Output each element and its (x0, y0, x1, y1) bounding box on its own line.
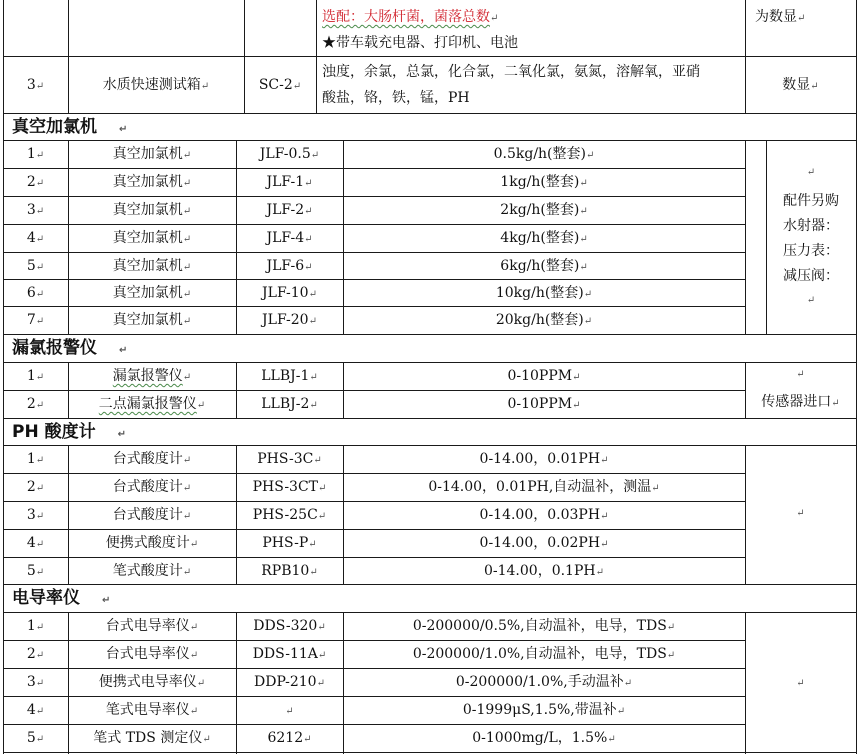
product-model-text: JLF-6 (266, 258, 305, 274)
paragraph-mark: ↵ (35, 678, 45, 689)
product-model-text: LLBJ-2 (261, 396, 310, 412)
row-number (3, 729, 68, 749)
product-model-text: PHS-3CT (252, 479, 319, 495)
paragraph-mark: ↵ (182, 150, 192, 161)
row-number-text: 4 (26, 535, 36, 551)
product-model-text: PHS-P (262, 535, 309, 551)
product-name-text: 笔式 TDS 测定仪 (93, 730, 203, 746)
product-model (236, 173, 343, 193)
paragraph-mark: ↵ (309, 372, 318, 383)
paragraph-mark: ↵ (318, 483, 327, 494)
product-name-text: 台式酸度计 (112, 451, 183, 467)
product-spec (343, 450, 745, 470)
paragraph-mark: ↵ (607, 734, 616, 745)
paragraph-mark: ↵ (579, 262, 588, 273)
note-line-text: 压力表： (783, 243, 839, 259)
product-name-text: 台式电导率仪 (105, 646, 190, 662)
product-spec-text: 4kg/h(整套) (500, 230, 580, 246)
product-spec (343, 701, 745, 721)
product-spec-text: 0-200000/1.0%,手动温补 (455, 674, 624, 690)
product-model-text: JLF-1 (266, 174, 305, 190)
paragraph-mark: ↵ (35, 622, 45, 633)
product-spec (343, 311, 745, 331)
row-number (3, 311, 68, 331)
product-spec-text: 0-10PPM (507, 396, 573, 412)
product-model (236, 534, 343, 554)
paragraph-mark: ↵ (579, 234, 588, 245)
product-spec-text: 0-14.00，0.02PH (479, 535, 601, 551)
paragraph-mark: ↵ (579, 178, 588, 189)
spec-text: 浊度，余氯，总氯，化合氯，二氧化氯，氨氮，溶解氧，亚硝 (322, 64, 700, 80)
paragraph-mark: ↵ (317, 650, 327, 661)
product-spec-text: 1kg/h(整套) (500, 174, 580, 190)
row-number-text: 1 (26, 451, 36, 467)
row-number (3, 173, 68, 193)
product-spec (343, 367, 745, 387)
paragraph-mark: ↵ (308, 539, 317, 550)
product-name (68, 145, 236, 165)
product-name (68, 729, 236, 749)
paragraph-mark: ↵ (35, 539, 45, 550)
product-model-text: JLF-0.5 (259, 146, 311, 162)
product-model (236, 257, 343, 277)
row-number (3, 450, 68, 470)
paragraph-mark: ↵ (806, 295, 816, 306)
row-number (3, 395, 68, 415)
paragraph-mark: ↵ (35, 511, 45, 522)
product-model-text: JLF-20 (262, 312, 309, 328)
product-name-text: 台式酸度计 (112, 479, 183, 495)
paragraph-mark: ↵ (304, 178, 313, 189)
product-name (68, 478, 236, 498)
note-text: 数显↵ (782, 77, 819, 93)
product-spec (343, 729, 745, 749)
paragraph-mark: ↵ (189, 650, 199, 661)
paragraph-mark: ↵ (623, 678, 633, 689)
product-model (236, 645, 343, 665)
product-model (236, 673, 343, 693)
row-number-text: 5 (26, 730, 36, 746)
product-spec-text: 6kg/h(整套) (500, 258, 580, 274)
row-number (3, 673, 68, 693)
paragraph-mark: ↵ (310, 150, 320, 161)
product-name (68, 450, 236, 470)
paragraph-mark: ↵ (616, 706, 626, 717)
product-model (236, 701, 343, 721)
product-model (236, 145, 343, 165)
product-name-text: 真空加氯机 (112, 285, 183, 301)
product-name (68, 701, 236, 721)
row-number-text: 1 (26, 618, 36, 634)
paragraph-mark: ↵ (666, 622, 676, 633)
product-spec (343, 562, 745, 582)
product-name-text: 台式电导率仪 (105, 618, 190, 634)
product-name (68, 617, 236, 637)
paragraph-mark: ↵ (35, 178, 45, 189)
product-model-text: DDS-320 (253, 618, 318, 634)
row-divider (3, 418, 857, 419)
paragraph-mark: ↵ (595, 567, 604, 578)
paragraph-mark: ↵ (117, 429, 126, 440)
paragraph-mark: ↵ (317, 622, 326, 633)
row-divider (3, 196, 745, 197)
paragraph-mark: ↵ (308, 289, 317, 300)
paragraph-mark: ↵ (35, 372, 45, 383)
product-model (236, 506, 343, 526)
product-name-text: 笔式电导率仪 (105, 702, 190, 718)
paragraph-mark: ↵ (35, 316, 45, 327)
row-number (3, 534, 68, 554)
product-spec-text: 20kg/h(整套) (495, 312, 584, 328)
row-number (3, 145, 68, 165)
product-model (236, 201, 343, 221)
product-spec-text: 0.5kg/h(整套) (493, 146, 586, 162)
paragraph-mark: ↵ (308, 316, 317, 327)
product-model-text: JLF-10 (262, 285, 309, 301)
note-line (766, 192, 856, 210)
paragraph-mark: ↵ (196, 678, 206, 689)
row-divider (3, 473, 745, 474)
paragraph-mark: ↵ (35, 455, 45, 466)
product-spec (343, 145, 745, 165)
section-title-text: 真空加氯机 (12, 117, 97, 137)
row-number-text: 3 (26, 507, 36, 523)
note-line (766, 217, 856, 235)
row-number (3, 257, 68, 277)
paragraph-mark: ↵ (796, 369, 805, 380)
product-name (68, 673, 236, 693)
col-divider (745, 140, 746, 334)
product-model (236, 562, 343, 582)
row-divider (3, 752, 857, 753)
paragraph-mark: ↵ (202, 734, 211, 745)
product-spec (343, 229, 745, 249)
product-name (68, 645, 236, 665)
paragraph-mark: ↵ (182, 316, 192, 327)
paragraph-mark: ↵ (182, 372, 192, 383)
row-number-text: 4 (26, 702, 36, 718)
product-spec (343, 506, 745, 526)
row-divider (3, 584, 857, 585)
note-line-text: 水射器： (783, 218, 839, 234)
accessory-text: ★带车载充电器、打印机、电池 (322, 35, 518, 51)
paragraph-mark: ↵ (182, 511, 192, 522)
product-spec-text: 0-14.00，0.03PH (479, 507, 601, 523)
note-line (745, 393, 856, 413)
paragraph-mark: ↵ (35, 289, 45, 300)
product-model (236, 617, 343, 637)
row-divider (3, 445, 857, 446)
product-model-text: DDS-11A (252, 646, 318, 662)
paragraph-mark: ↵ (102, 595, 111, 606)
paragraph-mark: ↵ (35, 206, 45, 217)
product-name-text: 真空加氯机 (112, 174, 183, 190)
paragraph-mark: ↵ (35, 262, 45, 273)
paragraph-mark: ↵ (666, 650, 676, 661)
section-title (12, 421, 126, 446)
paragraph-mark: ↵ (600, 539, 609, 550)
product-model (236, 478, 343, 498)
row-number (3, 645, 68, 665)
row-number-text: 6 (26, 285, 36, 301)
paragraph-mark: ↵ (309, 567, 318, 578)
row-number (3, 701, 68, 721)
paragraph-mark: ↵ (304, 262, 313, 273)
note-line-text: 配件另购 (783, 193, 839, 209)
product-name-text: 漏氯报警仪 (112, 368, 183, 384)
row-divider (3, 640, 745, 641)
section-title-text: 漏氯报警仪 (12, 338, 97, 358)
paragraph-mark: ↵ (313, 455, 322, 466)
product-name: 水质快速测试箱↵ (102, 77, 210, 93)
product-name-text: 真空加氯机 (112, 202, 183, 218)
product-model-text: RPB10 (261, 563, 310, 579)
paragraph-mark: ↵ (579, 206, 588, 217)
product-spec (343, 617, 745, 637)
note-text: 为数显↵ (755, 9, 806, 25)
note-line (766, 267, 856, 285)
product-name (68, 284, 236, 304)
product-name (68, 257, 236, 277)
product-model-text: 6212 (267, 730, 304, 746)
product-spec-text: 0-14.00，0.01PH (479, 451, 601, 467)
product-spec-text: 0-14.00，0.01PH,自动温补，测温 (428, 479, 652, 495)
paragraph-mark: ↵ (806, 167, 816, 178)
product-spec (343, 173, 745, 193)
row-number-text: 3 (26, 202, 36, 218)
product-model-text: DDP-210 (254, 674, 317, 690)
section-title-text: PH 酸度计 (12, 422, 96, 442)
row-number (3, 284, 68, 304)
paragraph-mark: ↵ (182, 567, 192, 578)
paragraph-mark: ↵ (189, 706, 199, 717)
row-number (3, 562, 68, 582)
paragraph-mark: ↵ (182, 483, 192, 494)
row-divider (3, 612, 857, 613)
row-number (3, 367, 68, 387)
note-line-text: 传感器进口 (761, 394, 832, 410)
product-name (68, 173, 236, 193)
row-divider (3, 334, 857, 335)
col-divider (745, 0, 746, 113)
row-divider (3, 362, 857, 363)
row-number-text: 5 (26, 563, 36, 579)
product-name-text: 真空加氯机 (112, 146, 183, 162)
paragraph-mark: ↵ (119, 345, 128, 356)
paragraph-mark: ↵ (182, 455, 192, 466)
product-name-text: 便携式酸度计 (105, 535, 190, 551)
product-spec-text: 0-10PPM (507, 368, 573, 384)
section-title (12, 337, 127, 362)
paragraph-mark: ↵ (309, 400, 318, 411)
paragraph-mark: ↵ (35, 567, 45, 578)
product-name-text: 便携式电导率仪 (98, 674, 197, 690)
paragraph-mark: ↵ (572, 372, 581, 383)
section-title (12, 587, 110, 612)
paragraph-mark: ↵ (35, 650, 45, 661)
product-name (68, 562, 236, 582)
row-divider (3, 168, 745, 169)
row-divider (3, 724, 745, 725)
row-divider (3, 529, 745, 530)
row-number-text: 2 (26, 646, 36, 662)
paragraph-mark: ↵ (317, 511, 327, 522)
row-divider (3, 306, 745, 307)
product-spec (343, 284, 745, 304)
paragraph-mark: ↵ (651, 483, 660, 494)
paragraph-mark: ↵ (35, 706, 45, 717)
row-number-text: 3 (26, 674, 36, 690)
col-divider (244, 0, 245, 113)
product-spec (343, 645, 745, 665)
paragraph-mark: ↵ (182, 262, 192, 273)
paragraph-mark: ↵ (583, 316, 593, 327)
product-name-text: 台式酸度计 (112, 507, 183, 523)
product-name (68, 506, 236, 526)
product-model (236, 311, 343, 331)
product-model (236, 450, 343, 470)
note-line-text: 减压阀： (783, 268, 839, 284)
option-text: 选配：大肠杆菌，菌落总数↵ (322, 9, 499, 25)
note-line (766, 242, 856, 260)
row-number-text: 1 (26, 146, 36, 162)
section-title (12, 116, 127, 141)
paragraph-mark: ↵ (831, 398, 840, 409)
product-model-text: PHS-25C (252, 507, 318, 523)
product-spec-text: 0-1999μS,1.5%,带温补 (462, 702, 617, 718)
product-spec (343, 257, 745, 277)
paragraph-mark: ↵ (35, 150, 45, 161)
product-model: SC-2↵ (258, 77, 302, 93)
row-number-text: 5 (26, 258, 36, 274)
paragraph-mark: ↵ (304, 206, 313, 217)
row-divider (3, 501, 745, 502)
paragraph-mark: ↵ (35, 400, 45, 411)
row-number-text: 7 (26, 312, 36, 328)
product-spec-text: 10kg/h(整套) (495, 285, 584, 301)
paragraph-mark: ↵ (189, 539, 199, 550)
paragraph-mark: ↵ (35, 483, 45, 494)
paragraph-mark: ↵ (585, 150, 595, 161)
product-name-text: 二点漏氯报警仪 (98, 396, 197, 412)
row-divider (3, 252, 745, 253)
product-spec (343, 201, 745, 221)
product-spec (343, 478, 745, 498)
product-name (68, 367, 236, 387)
row-number-text: 1 (26, 368, 36, 384)
row-number-text: 2 (26, 174, 36, 190)
product-model (236, 229, 343, 249)
row-number (3, 478, 68, 498)
section-title-text: 电导率仪 (12, 588, 80, 608)
product-name-text: 真空加氯机 (112, 312, 183, 328)
product-model-text: PHS-3C (257, 451, 314, 467)
row-divider (3, 390, 745, 391)
product-model (236, 284, 343, 304)
product-name (68, 201, 236, 221)
product-model (236, 367, 343, 387)
paragraph-mark: ↵ (189, 622, 199, 633)
product-spec-text: 0-1000mg/L，1.5% (472, 730, 608, 746)
paragraph-mark: ↵ (304, 234, 313, 245)
row-number-text: 2 (26, 396, 36, 412)
row-number-text: 2 (26, 479, 36, 495)
col-divider (316, 0, 317, 113)
paragraph-mark: ↵ (35, 234, 45, 245)
row-divider (3, 279, 745, 280)
row-number (3, 617, 68, 637)
paragraph-mark: ↵ (182, 234, 192, 245)
row-number: 3↵ (26, 77, 45, 93)
product-spec-text: 0-200000/1.0%,自动温补，电导，TDS (412, 646, 667, 662)
product-model-text: LLBJ-1 (261, 368, 310, 384)
paragraph-mark: ↵ (316, 678, 325, 689)
row-divider (3, 113, 857, 114)
row-divider (3, 696, 745, 697)
product-name (68, 311, 236, 331)
row-number (3, 201, 68, 221)
row-number (3, 506, 68, 526)
product-name-text: 真空加氯机 (112, 258, 183, 274)
row-divider (3, 557, 745, 558)
paragraph-mark: ↵ (600, 511, 609, 522)
product-name-text: 笔式酸度计 (112, 563, 183, 579)
paragraph-mark: ↵ (796, 508, 805, 519)
paragraph-mark: ↵ (119, 124, 128, 135)
row-divider (3, 56, 857, 57)
row-divider (3, 140, 857, 141)
paragraph-mark: ↵ (182, 178, 192, 189)
spec-text: 酸盐，铬，铁，锰，PH (322, 90, 470, 106)
product-spec (343, 534, 745, 554)
product-name-text: 真空加氯机 (112, 230, 183, 246)
paragraph-mark: ↵ (303, 734, 312, 745)
paragraph-mark: ↵ (600, 455, 609, 466)
row-number-text: 4 (26, 230, 36, 246)
product-model (236, 729, 343, 749)
product-spec (343, 395, 745, 415)
paragraph-mark: ↵ (182, 289, 192, 300)
product-name (68, 395, 236, 415)
paragraph-mark: ↵ (182, 206, 192, 217)
paragraph-mark: ↵ (583, 289, 593, 300)
product-model (236, 395, 343, 415)
paragraph-mark: ↵ (572, 400, 581, 411)
row-divider (3, 668, 745, 669)
product-spec-text: 0-200000/0.5%,自动温补，电导，TDS (412, 618, 667, 634)
product-spec-text: 0-14.00，0.1PH (483, 563, 596, 579)
paragraph-mark: ↵ (35, 734, 45, 745)
product-spec-text: 2kg/h(整套) (500, 202, 580, 218)
paragraph-mark: ↵ (796, 678, 805, 689)
col-divider (68, 0, 69, 113)
product-model-text: JLF-2 (266, 202, 305, 218)
row-divider (3, 224, 745, 225)
paragraph-mark: ↵ (285, 706, 294, 717)
product-model-text: JLF-4 (266, 230, 305, 246)
paragraph-mark: ↵ (196, 400, 206, 411)
product-name (68, 229, 236, 249)
row-number (3, 229, 68, 249)
product-name (68, 534, 236, 554)
product-spec (343, 673, 745, 693)
